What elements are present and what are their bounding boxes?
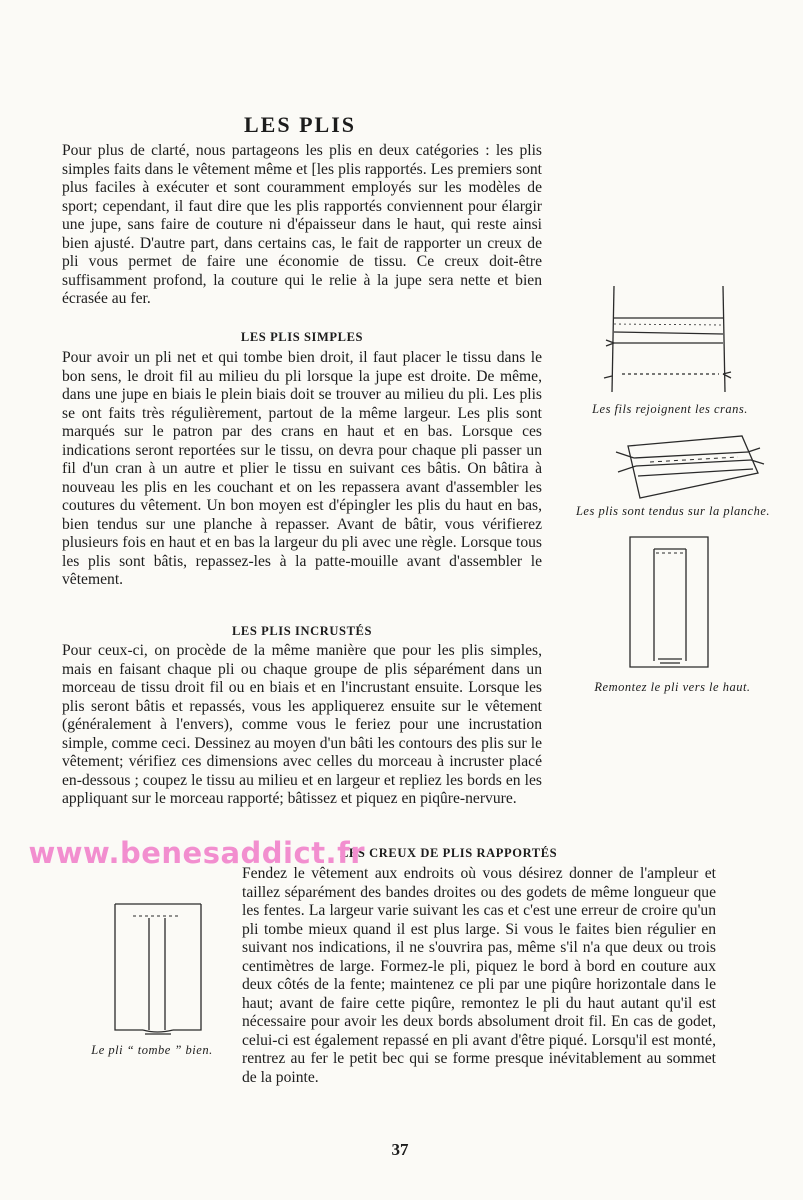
figure-raise-pleat bbox=[620, 533, 720, 673]
intro-paragraph: Pour plus de clarté, nous partageons les plis en deux catégories : les plis simples faits dans le vêtement même et [les plis rapportés. Les premiers sont plus faciles à exécuter et sont couramment employés sur les modèles de sport; cependant, il faut dire que les plis rapportés conviennent pour élargir une jupe, sans faire de couture ni d'épaisseur dans le haut, qui reste ainsi bien ajusté. D'autre part, dans certains cas, le fait de rapporter un creux de pli vous permet de faire une économie de tissu. Ce creux doit-être suffisamment profond, la couture qui le relie à la jupe sera nette et bien écrasée au fer. bbox=[62, 142, 542, 307]
caption-raise-pleat: Remontez le pli vers le haut. bbox=[594, 680, 751, 694]
paragraph-plis-simples: Pour avoir un pli net et qui tombe bien droit, il faut placer le tissu dans le bon sens, le droit fil au milieu du pli lorsque la jupe est droite. De même, dans une jupe en biais le plein biais doit se trouver au milieu du pli. Les plis se ont faits très régulièrement, partout de la même largeur. Les plis sont marqués sur le patron par des crans en haut et en bas. Lorsque ces indications seront reportées sur le tissu, on devra pour chaque pli passer un fil d'un cran à un autre et plier le tissu en suivant ces bâtis. On bâtira à nouveau les plis en les couchant et on les repassera avant d'assembler les coutures du vêtement. Un bon moyen est d'épingler les plis du haut en bas, bien tendus sur une planche à repasser. Avant de bâtir, vous vérifierez plusieurs fois en haut et en bas la largeur du pli avec une règle. Lorsque tous les plis sont bâtis, repassez-les à la patte-mouille avant d'assembler le vêtement. bbox=[62, 349, 542, 588]
heading-plis-simples: LES PLIS SIMPLES bbox=[240, 330, 364, 344]
page-title: LES PLIS bbox=[244, 112, 356, 137]
heading-plis-incrustes: LES PLIS INCRUSTÉS bbox=[231, 624, 373, 638]
paragraph-plis-incrustes: Pour ceux-ci, on procède de la même manière que pour les plis simples, mais en faisant chaque pli ou chaque groupe de plis séparément dans un morceau de tissu droit fil ou en biais et en l'incrustant ensuite. Lorsque les plis seront bâtis et repassés, vous les appliquerez ensuite sur le vêtement (généralement à l'envers), comme vous le feriez pour une incrustation simple, comme ceci. Dessinez au moyen d'un bâti les contours des plis sur le vêtement; vérifiez ces dimensions avec celles du morceau à incruster placé en-dessous ; coupez le tissu au milieu et en largeur et repliez les bords en les appliquant sur le morceau rapporté; bâtissez et piquez en piqûre-nervure. bbox=[62, 642, 542, 807]
watermark: www.benesaddict.fr bbox=[28, 836, 365, 870]
caption-pleat-hangs: Le pli “ tombe ” bien. bbox=[91, 1043, 213, 1057]
figure-threads-notches bbox=[600, 280, 740, 395]
figure-pleats-board bbox=[610, 428, 770, 503]
caption-pleats-board: Les plis sont tendus sur la planche. bbox=[575, 504, 771, 518]
paragraph-creux-de-plis: Fendez le vêtement aux endroits où vous désirez donner de l'ampleur et taillez séparément des bandes droites ou des godets de même longueur que les fentes. La largeur varie suivant les cas et c'est une erreur de croire qu'un pli tombe mieux quand il est plus large. Si vous le faites bien régulier en suivant nos indications, il ne s'ouvrira pas, même s'il n'a que deux ou trois centimètres de large. Formez-le pli, piquez le bord à bord en couture aux deux côtés de la fente; maintenez ce pli par une piqûre horizontale dans le haut; avant de faire cette piqûre, remontez le pli du haut autant qu'il est nécessaire pour avoir les deux bords absolument droit fil. En cas de godet, celui-ci est également repassé en pli avant d'être piqué. Lorsqu'il est monté, rentrez au fer le petit bec qui se forme presque inévitablement au sommet de la pointe. bbox=[242, 865, 716, 1086]
heading-creux-de-plis: LES CREUX DE PLIS RAPPORTÉS bbox=[340, 846, 558, 860]
caption-threads-notches: Les fils rejoignent les crans. bbox=[592, 402, 748, 416]
figure-pleat-hangs bbox=[105, 896, 210, 1038]
page-number: 37 bbox=[391, 1140, 409, 1159]
